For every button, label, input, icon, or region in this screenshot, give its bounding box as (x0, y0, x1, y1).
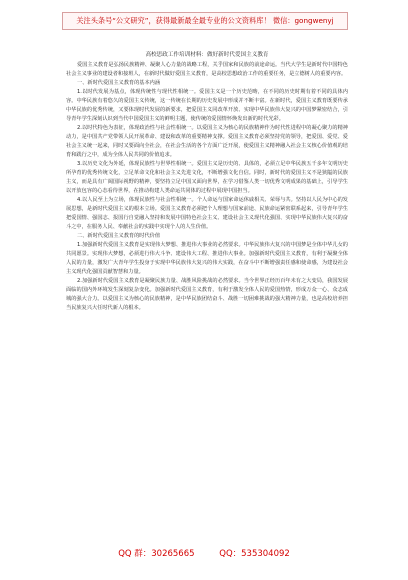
body-paragraph: 2.加强新时代爱国主义教育是凝聚民族力量、战胜风险挑战的必然要求。当今世界正经历百年未有之大变局，我国发展面临的国内外环境发生深刻复杂变化。加强新时代爱国主义教育，有利于激发全体人民的爱国热情，形成万众一心、众志成城的强大合力。以爱国主义为核心的民族精神，是中华民族团结奋斗、战胜一切困难挑战的强大精神力量，也是高校培养担当民族复兴大任时代新人的根本。 (66, 278, 348, 311)
document-body (66, 50, 348, 313)
body-paragraph: 4.以人民至上为立场，体现民族性与社会性相统一。个人命运与国家命运休戚相关、荣辱与共。坚持以人民为中心的发展思想，是新时代爱国主义的根本立场。爱国主义教育必须把个人理想与国家前途、民族命运紧密联系起来，引导青年学生把爱国情、强国志、报国行自觉融入坚持和发展中国特色社会主义、建设社会主义现代化强国、实现中华民族伟大复兴的奋斗之中，在服务人民、奉献社会的实践中实现个人的人生价值。 (66, 197, 348, 230)
document-title: 高校思政工作培训材料：做好新时代爱国主义教育 (145, 52, 269, 58)
body-paragraph: 爱国主义教育是弘扬民族精神、凝聚人心力量的战略工程，关乎国家和民族的前途命运。当代大学生是新时代中国特色社会主义事业的建设者和接班人，在新时代做好爱国主义教育，是高校思想政治工作的重要任务，是立德树人的重要内容。 (66, 62, 348, 77)
body-paragraph: 3.以历史文化为外延，体现民族性与世界性相统一。爱国主义是历史的、具体的，必须立足中华民族五千多年文明历史所孕育的优秀传统文化，立足革命文化和社会主义先进文化，不断增强文化自信。同时，新时代的爱国主义不是狭隘的民族主义，而是具有广阔国际视野的精神，要坚持立足中国又面向世界，在学习借鉴人类一切优秀文明成果的基础上，引导学生以开放包容的心态看待世界，在推动构建人类命运共同体的过程中展现中国担当。 (66, 161, 348, 194)
body-paragraph: 2.以时代特色为表征，体现政治性与社会性相统一。以爱国主义为核心的民族精神作为时代性进程中的凝心聚力的精神动力，是中国共产党带领人民开展革命、建设和改革的重要精神支撑。爱国主义教育必须坚持党的领导，把爱国、爱党、爱社会主义统一起来，同时又要面向全社会，在社会生活的各个方面广泛开展，使爱国主义精神融入社会主义核心价值观的培育和践行之中，成为全体人民共同的价值追求。 (66, 125, 348, 158)
qq-number-text: QQ：535304092 (219, 549, 290, 559)
body-paragraph: 1.加强新时代爱国主义教育是实现伟大梦想、推进伟大事业的必然要求。中华民族伟大复兴的中国梦是全体中华儿女的共同愿景。实现伟大梦想，必须进行伟大斗争、建设伟大工程、推进伟大事业。加强新时代爱国主义教育，有利于凝聚全体人民的力量，激发广大青年学生投身于实现中华民族伟大复兴的伟大实践，在奋斗中不断增强责任感和使命感，为建设社会主义现代化强国贡献智慧和力量。 (66, 242, 348, 275)
section-heading: 二、新时代爱国主义教育的时代价值 (77, 233, 161, 239)
body-paragraph: 1.以时代发展为基点，体现传统性与现代性相统一。爱国主义是一个历史范畴，在不同的历史时期有着不同的具体内容。中华民族有着悠久的爱国主义传统，这一传统在长期的历史发展中形成并不断丰富。在新时代，爱国主义教育既要传承中华民族的优秀传统，又要体现时代发展的新要求，把爱国主义同改革开放、实现中华民族伟大复兴的中国梦紧密结合，引导青年学生深刻认识到当代中国爱国主义的鲜明主题，使传统的爱国情怀焕发出新的时代光彩。 (66, 89, 348, 122)
section-heading: 一、新时代爱国主义教育的基本内涵 (77, 80, 161, 86)
qq-group-text: QQ 群：30265665 (118, 549, 195, 559)
promo-banner-link[interactable]: 关注头条号“公文研究”，获得最新最全最专业的公文资料库！ 微信：gongwenyj (76, 16, 334, 25)
promo-banner[interactable] (62, 12, 348, 30)
contact-footer (0, 547, 408, 559)
